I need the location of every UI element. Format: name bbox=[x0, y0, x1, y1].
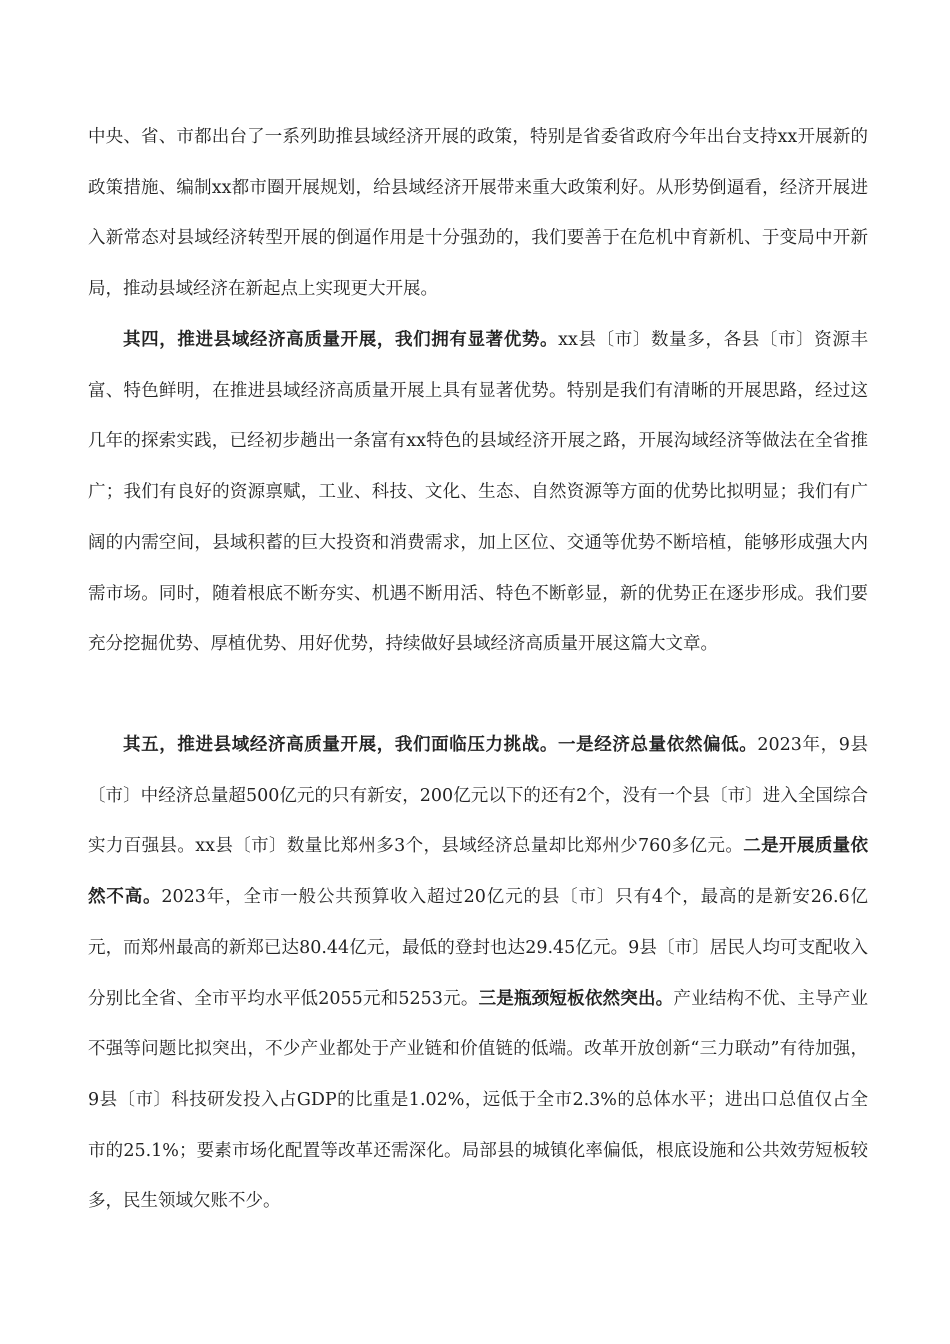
text-run: xx县〔市〕数量多，各县〔市〕资源丰富、特色鲜明，在推进县域经济高质量开展上具有显著优势。特别是我们有清晰的开展思路，经过这几年的探索实践，已经初步趟出一条富有xx特色的县域经济开展之路，开展沟域经济等做法在全省推广；我们有良好的资源禀赋，工业、科技、文化、生态、自然资源等方面的优势比拟明显；我们有广阔的内需空间，县域积蓄的巨大投资和消费需求，加上区位、交通等优势不断培植，能够形成强大内需市场。同时，随着根底不断夯实、机遇不断用活、特色不断彰显，新的优势正在逐步形成。我们要充分挖掘优势、厚植优势、用好优势，持续做好县域经济高质量开展这篇大文章。 bbox=[88, 330, 868, 655]
point-heading-2: 二是开展质量依然不高。 bbox=[88, 836, 868, 908]
point-heading-3: 三是瓶颈短板依然突出。 bbox=[478, 988, 674, 1009]
text-run: 产业结构不优、主导产业不强等问题比拟突出，不少产业都处于产业链和价值链的低端。改革开放创新“三力联动”有待加强，9县〔市〕科技研发投入占GDP的比重是1.02%，远低于全市2.3%的总体水平；进出口总值仅占全市的25.1%；要素市场化配置等改革还需深化。局部县的城镇化率偏低，根底设施和公共效劳短板较多，民生领域欠账不少。 bbox=[88, 988, 869, 1212]
paragraph-text bbox=[88, 315, 868, 670]
paragraph-heading: 其五，推进县域经济高质量开展，我们面临压力挑战。 bbox=[123, 735, 558, 755]
point-heading-1: 一是经济总量依然偏低。 bbox=[557, 735, 758, 755]
paragraph-text bbox=[88, 720, 868, 1227]
paragraph-text bbox=[88, 112, 868, 315]
paragraph-heading: 其四，推进县域经济高质量开展，我们拥有显著优势。 bbox=[123, 330, 559, 350]
text-run: 2023年，9县〔市〕中经济总量超500亿元的只有新安，200亿元以下的还有2个，没有一个县〔市〕进入全国综合实力百强县。xx县〔市〕数量比郑州多3个，县域经济总量却比郑州少760多亿元。 bbox=[88, 735, 869, 857]
paragraph-challenges bbox=[88, 720, 868, 1227]
paragraph-advantages bbox=[88, 315, 868, 670]
text-run: 中央、省、市都出台了一系列助推县域经济开展的政策，特别是省委省政府今年出台支持xx开展新的政策措施、编制xx都市圈开展规划，给县域经济开展带来重大政策利好。从形势倒逼看，经济开展进入新常态对县域经济转型开展的倒逼作用是十分强劲的，我们要善于在危机中育新机、于变局中开新局，推动县域经济在新起点上实现更大开展。 bbox=[88, 127, 868, 300]
text-run: 2023年，全市一般公共预算收入超过20亿元的县〔市〕只有4个，最高的是新安26.6亿元，而郑州最高的新郑已达80.44亿元，最低的登封也达29.45亿元。9县〔市〕居民人均可支配收入分别比全省、全市平均水平低2055元和5253元。 bbox=[88, 887, 869, 1009]
paragraph-policy-context bbox=[88, 112, 868, 315]
